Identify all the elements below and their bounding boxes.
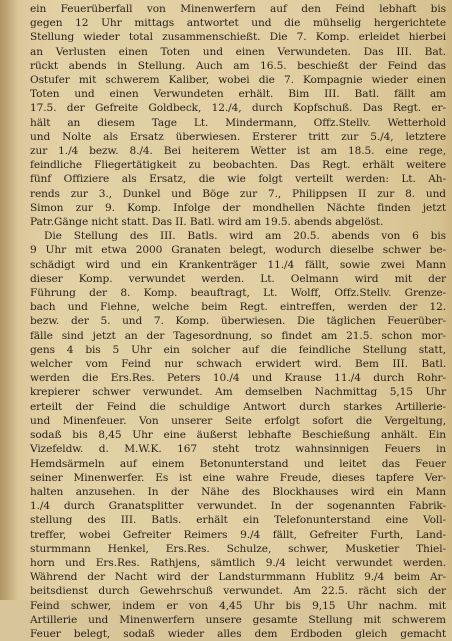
- text-line: 9 Uhr mit etwa 2000 Granaten belegt, wodurch dieselbe schwer be-: [30, 244, 446, 257]
- text-line: sturmmann Henkel, Ers.Res. Schulze, schwer, Musketier Thiel-: [30, 542, 446, 555]
- text-line: Stellung wieder total zusammenschießt. Die 7. Komp. erleidet hierbei: [30, 31, 446, 44]
- text-line: 1./4 durch Granatsplitter verwundet. In der sogenannten Fabrik-: [30, 500, 446, 513]
- text-line: stellung des III. Batls. erhält ein Telefonunterstand eine Voll-: [30, 514, 446, 527]
- text-line: fünf Offiziere als Ersatz, die wie folgt verteilt werden: Lt. Ah-: [30, 173, 446, 186]
- text-line: werden die Ers.Res. Peters 10./4 und Krause 11./4 durch Rohr-: [30, 372, 446, 385]
- text-line: halten anzusehen. In der Nähe des Blockhauses wird ein Mann: [30, 485, 446, 498]
- text-line: bezw. der 5. und 7. Komp. überwiesen. Die täglichen Feuerüber-: [30, 315, 446, 328]
- text-line: zur 1./4 bezw. 8./4. Bei heiterem Wetter ist am 18.5. eine rege,: [30, 145, 446, 158]
- text-line: feindliche Fliegertätigkeit zu beobachten. Das Regt. erhält weitere: [30, 159, 446, 172]
- text-line: Führung der 8. Komp. beauftragt, Lt. Wolff, Offz.Stellv. Grenze-: [30, 287, 446, 300]
- text-line: gens 4 bis 5 Uhr ein solcher auf die feindliche Stellung statt,: [30, 343, 446, 356]
- text-line: Vizefeldw. d. M.W.K. 167 steht trotz wahnsinnigen Feuers in: [30, 443, 446, 456]
- text-line: schädigt wird und ein Krankenträger 11./4 fällt, sowie zwei Mann: [30, 258, 446, 271]
- text-line: gegen 12 Uhr mittags antwortet und die mühselig hergerichtete: [30, 17, 446, 30]
- text-line: Während der Nacht wird der Landsturmmann Hublitz 9./4 beim Ar-: [30, 571, 446, 584]
- text-line: beitsdienst durch Gewehrschuß verwundet. Am 22.5. rächt sich der: [30, 585, 446, 598]
- body-text: [30, 2, 446, 641]
- text-line: bach und Fiehne, welche beim Regt. eintreffen, werden der 12.: [30, 301, 446, 314]
- page-gutter-shadow: [0, 0, 18, 600]
- text-line: krepierer schwer verwundet. Am demselben Nachmittag 5,15 Uhr: [30, 386, 446, 399]
- text-line: Artillerie und Minenwerfern unsere gesamte Stellung mit schwerem: [30, 613, 446, 626]
- text-line: sodaß bis 8,45 Uhr eine äußerst lebhafte Beschießung anhält. Ein: [30, 429, 446, 442]
- text-line: welcher vom Feind nur schwach erwidert wird. Bem III. Batl.: [30, 358, 446, 371]
- text-line: Ostufer mit schwerem Kaliber, wobei die 7. Kompagnie wieder einen: [30, 74, 446, 87]
- text-line: erteilt der Feind die schuldige Antwort durch starkes Artillerie-: [30, 400, 446, 413]
- text-line: rückt abends in Stellung. Auch am 16.5. beschießt der Feind das: [30, 59, 446, 72]
- text-line: Hemdsärmeln auf einem Betonunterstand und leitet das Feuer: [30, 457, 446, 470]
- text-line: hält an diesem Tage Lt. Mindermann, Offz.Stellv. Wetterhold: [30, 116, 446, 129]
- text-line: 17.5. der Gefreite Goldbeck, 12./4, durch Kopfschuß. Das Regt. er-: [30, 102, 446, 115]
- text-line: Feind schwer, indem er von 4,45 Uhr bis 9,15 Uhr nachm. mit: [30, 599, 446, 612]
- text-line: und Nolte als Ersatz überwiesen. Ersterer tritt zur 5./4, letztere: [30, 130, 446, 143]
- text-line: horn und Ers.Res. Rathjens, sämtlich 9./4 leicht verwundet werden.: [30, 556, 446, 569]
- text-line: Simon zur 9. Komp. Infolge der mondhellen Nächte finden jetzt: [30, 201, 446, 214]
- text-line: Patr.Gänge nicht statt. Das II. Batl. wird am 19.5. abends abgelöst.: [30, 216, 384, 229]
- text-line: ein Feuerüberfall von Minenwerfern auf den Feind lebhaft bis: [30, 3, 446, 15]
- text-line: Feuer belegt, sodaß wieder alles dem Erdboden gleich gemacht: [30, 627, 446, 640]
- text-line: rends zur 3., Dunkel und Böge zur 7., Philippsen II zur 8. und: [30, 187, 446, 200]
- text-line: fälle sind jetzt an der Tagesordnung, so findet am 21.5. schon mor-: [30, 329, 446, 342]
- text-line: Die Stellung des III. Batls. wird am 20.5. abends von 6 bis: [44, 230, 446, 243]
- text-line: dieser Komp. verwundet werden. Lt. Oelmann wird mit der: [30, 272, 446, 285]
- text-line: treffer, wobei Gefreiter Reimers 9./4 fällt, Gefreiter Furth, Land-: [30, 528, 446, 541]
- text-line: und Minenfeuer. Von unserer Seite erfolgt sofort die Vergeltung,: [30, 414, 446, 427]
- text-line: an Verlusten einen Toten und einen Verwundeten. Das III. Bat.: [30, 45, 446, 58]
- text-line: seiner Minenwerfer. Es ist eine wahre Freude, dieses tapfere Ver-: [30, 471, 446, 484]
- text-line: Toten und einen Verwundeten erhält. Bim III. Batl. fällt am: [30, 88, 446, 101]
